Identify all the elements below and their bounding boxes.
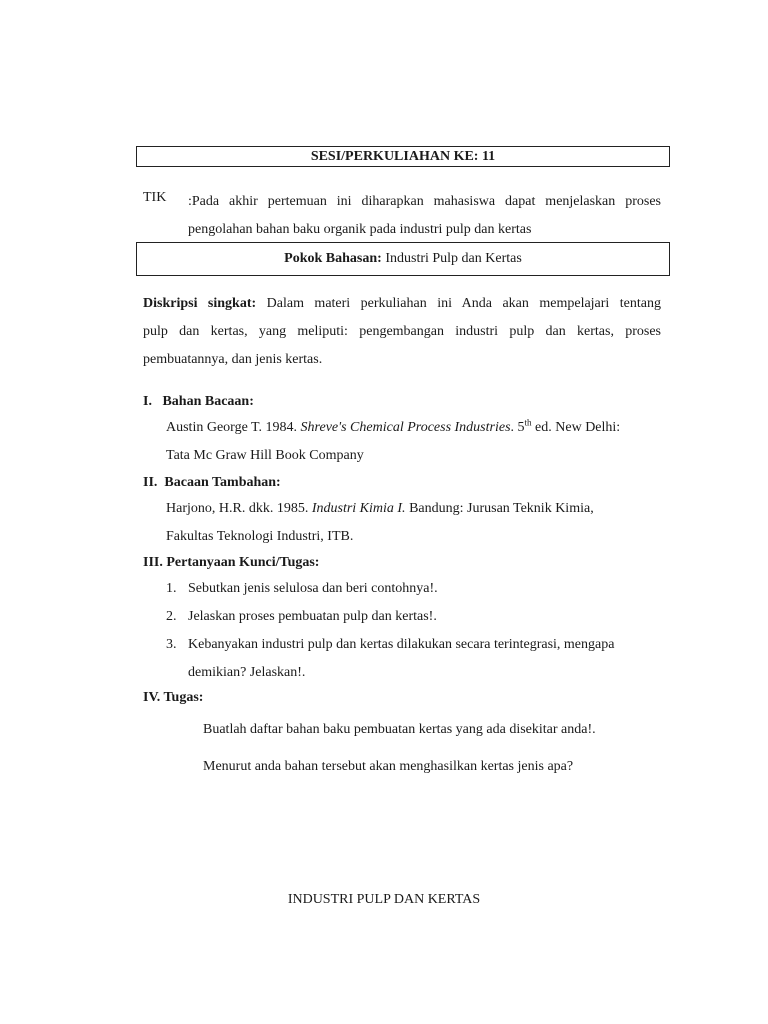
section-additional-body [166,495,666,551]
reading-edition-sup: th [524,417,532,428]
reading-citation-line-1 [166,414,666,442]
section-reading-body [166,414,666,470]
tik-label: TIK [143,190,167,205]
description-line-1-text: Dalam materi perkuliahan ini Anda akan mempelajari tentang [266,296,662,311]
additional-place: Bandung: Jurusan Teknik Kimia, [405,501,594,516]
tik-text [188,188,661,244]
task-item-2: Menurut anda bahan tersebut akan menghasilkan kertas jenis apa? [203,759,574,774]
reading-publisher: Tata Mc Graw Hill Book Company [166,448,364,463]
topic-value: Industri Pulp dan Kertas [385,251,522,266]
description-line-3: pembuatannya, dan jenis kertas. [143,352,323,367]
description-label: Diskripsi singkat: [143,296,257,311]
question-text: Jelaskan proses pembuatan pulp dan kertas!. [188,609,437,624]
section-tasks-heading: IV. Tugas: [143,690,204,705]
chapter-title: INDUSTRI PULP DAN KERTAS [287,892,481,907]
question-text: Kebanyakan industri pulp dan kertas dilakukan secara terintegrasi, mengapa demikian? Jelaskan!. [188,637,615,680]
question-number: 2. [166,609,177,624]
additional-book-title: Industri Kimia I. [311,501,406,516]
session-title: SESI/PERKULIAHAN KE: 11 [310,149,496,164]
question-number: 3. [166,637,177,652]
list-item [166,631,666,687]
topic-box [136,242,670,276]
additional-author: Harjono, H.R. dkk. 1985. [166,501,309,516]
description-line-2: pulp dan kertas, yang meliputi: pengembangan industri pulp dan kertas, proses [143,324,661,339]
reading-author: Austin George T. 1984. [166,420,298,435]
section-questions-heading: III. Pertanyaan Kunci/Tugas: [143,555,320,570]
section-additional-heading: II. Bacaan Tambahan: [143,475,281,490]
tik-line-2: pengolahan bahan baku organik pada industri pulp dan kertas [188,222,532,237]
list-item [166,603,666,631]
tik-line-1: :Pada akhir pertemuan ini diharapkan mahasiswa dapat menjelaskan proses [188,194,661,209]
task-item-1: Buatlah daftar bahan baku pembuatan kertas yang ada disekitar anda!. [203,722,596,737]
questions-list [166,575,666,687]
description-line-1 [143,290,661,318]
list-item [166,575,666,603]
additional-citation-line-1 [166,495,666,523]
description-block [143,290,661,374]
session-title-box [136,146,670,167]
topic-label: Pokok Bahasan: [284,251,382,266]
question-text: Sebutkan jenis selulosa dan beri contohnya!. [188,581,438,596]
section-reading-heading: I. Bahan Bacaan: [143,394,254,409]
reading-edition-pre: . 5 [510,420,525,435]
reading-edition-post: ed. New Delhi: [531,420,621,435]
question-number: 1. [166,581,177,596]
reading-book-title: Shreve's Chemical Process Industries [300,420,511,435]
additional-publisher: Fakultas Teknologi Industri, ITB. [166,529,354,544]
